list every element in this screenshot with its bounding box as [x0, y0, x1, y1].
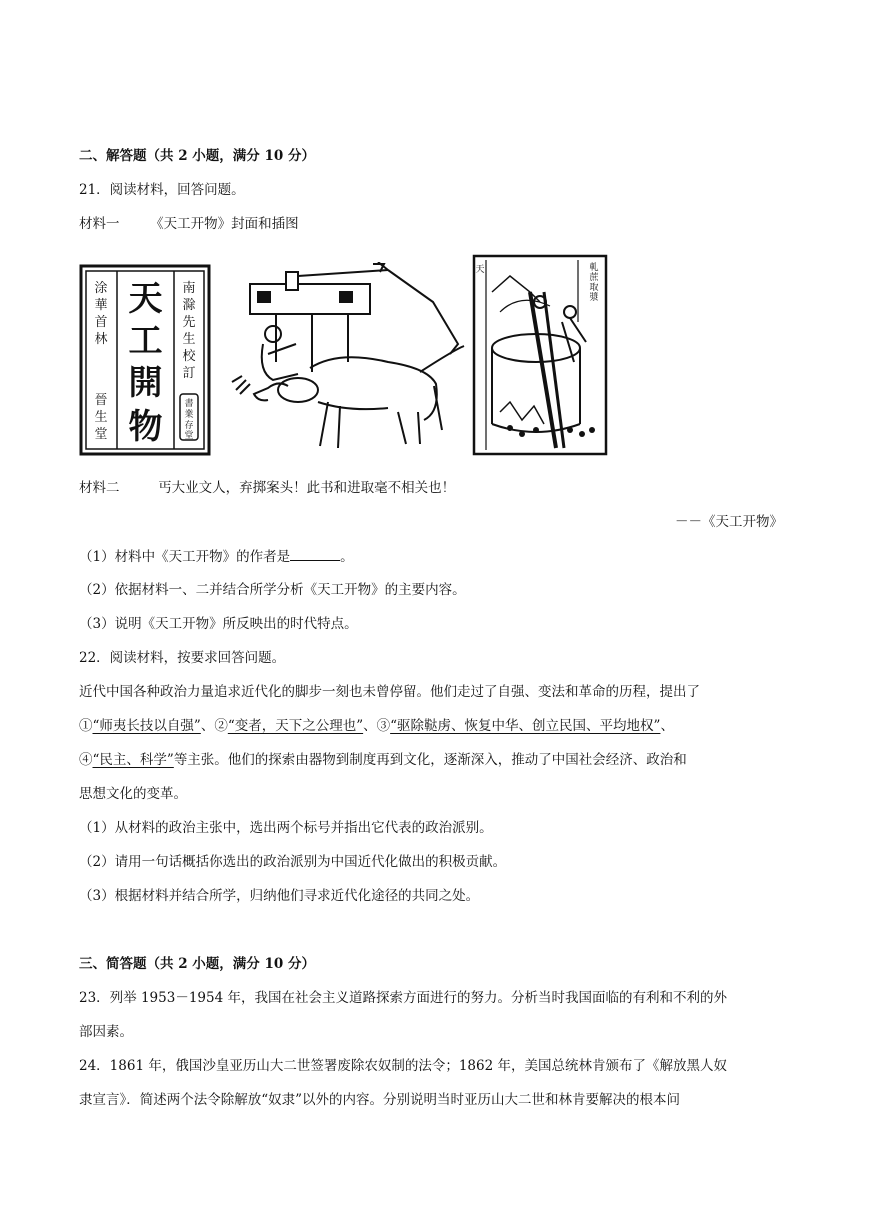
q21-sub1-text: （1）材料中《天工开物》的作者是 — [79, 549, 291, 565]
svg-text:南: 南 — [182, 281, 196, 296]
svg-text:晉: 晉 — [94, 393, 108, 408]
svg-text:天: 天 — [475, 265, 485, 275]
svg-text:書: 書 — [184, 399, 194, 409]
proposal-3: “驱除鞑虏、恢复中华、创立民国、平均地权” — [390, 718, 661, 734]
svg-text:涂: 涂 — [94, 281, 108, 296]
proposal-3-number: ③ — [376, 718, 391, 734]
q22-sub2: （2）请用一句话概括你选出的政治派别为中国近代化做出的积极贡献。 — [79, 854, 507, 870]
q23-line-1: 23．列举 1953－1954 年，我国在社会主义道路探索方面进行的努力。分析当时我国面临的有利和不利的外 — [79, 990, 727, 1006]
q22-para-line-3-rest: 等主张。他们的探索由器物到制度再到文化，逐渐深入，推动了中国社会经济、政治和 — [173, 752, 687, 768]
svg-text:開: 開 — [128, 363, 163, 403]
proposal-1: “师夷长技以自强” — [92, 718, 201, 734]
svg-text:存: 存 — [184, 421, 194, 431]
svg-text:先: 先 — [182, 315, 196, 330]
svg-text:天: 天 — [128, 279, 163, 319]
svg-text:物: 物 — [128, 407, 163, 447]
sugar-press-illustration — [470, 252, 610, 458]
svg-text:業: 業 — [184, 410, 194, 420]
svg-text:堂: 堂 — [184, 431, 194, 441]
q21-sub2: （2）依据材料一、二并结合所学分析《天工开物》的主要内容。 — [79, 582, 466, 598]
q22-sub1: （1）从材料的政治主张中，选出两个标号并指出它代表的政治派别。 — [79, 820, 493, 836]
tiangong-kaiwu-cover-image — [79, 264, 211, 456]
material1-title: 《天工开物》封面和插图 — [150, 216, 299, 232]
q21-stem: 21．阅读材料，回答问题。 — [79, 182, 245, 198]
q21-material1-caption — [79, 214, 299, 234]
q22-para-line-3 — [79, 750, 687, 770]
section-3-heading: 三、简答题（共 2 小题，满分 10 分） — [79, 956, 315, 972]
svg-text:蔗: 蔗 — [589, 273, 599, 283]
q22-para-line-4: 思想文化的变革。 — [79, 786, 187, 802]
q22-sub3: （3）根据材料并结合所学，归纳他们寻求近代化途径的共同之处。 — [79, 888, 480, 904]
material2-source: －－《天工开物》 — [675, 514, 783, 530]
svg-text:校: 校 — [182, 349, 196, 364]
separator: 、 — [363, 718, 377, 734]
q23-line-2: 部因素。 — [79, 1024, 133, 1040]
svg-text:漿: 漿 — [589, 293, 599, 303]
proposal-4-number: ④ — [79, 752, 93, 768]
q22-para-line-2 — [79, 716, 674, 736]
q22-para-line-1: 近代中国各种政治力量追求近代化的脚步一刻也未曾停留。他们走过了自强、变法和革命的历程，提出了 — [79, 684, 700, 700]
q21-sub1-end: 。 — [340, 549, 354, 565]
section-2-heading: 二、解答题（共 2 小题，满分 10 分） — [79, 148, 315, 164]
ox-mill-illustration — [228, 262, 466, 458]
proposal-1-number: ① — [79, 718, 93, 734]
q24-line-2: 隶宣言》．简述两个法令除解放“奴隶”以外的内容。分别说明当时亚历山大二世和林肯要解决的根本问 — [79, 1092, 681, 1108]
svg-text:工: 工 — [128, 321, 163, 361]
svg-text:生: 生 — [94, 410, 108, 425]
proposal-2: “变者，天下之公理也” — [227, 718, 364, 734]
svg-text:華: 華 — [94, 298, 108, 313]
separator: 、 — [660, 718, 674, 734]
material1-label: 材料一 — [79, 216, 120, 232]
svg-text:滁: 滁 — [182, 298, 196, 313]
q24-line-1: 24．1861 年，俄国沙皇亚历山大二世签署废除农奴制的法令；1862 年，美国总统林肯颁布了《解放黑人奴 — [79, 1058, 727, 1074]
svg-text:取: 取 — [589, 283, 599, 293]
svg-text:訂: 訂 — [182, 366, 196, 381]
proposal-2-number: ② — [214, 718, 228, 734]
q21-material2 — [79, 478, 455, 498]
q21-sub3: （3）说明《天工开物》所反映出的时代特点。 — [79, 616, 358, 632]
material2-label: 材料二 — [79, 480, 120, 496]
svg-text:首: 首 — [94, 315, 108, 330]
svg-text:林: 林 — [94, 332, 108, 347]
q21-sub1 — [79, 546, 354, 567]
svg-text:軋: 軋 — [589, 263, 599, 273]
q22-stem: 22．阅读材料，按要求回答问题。 — [79, 650, 286, 666]
material2-text: 丐大业文人，弃掷案头！此书和进取毫不相关也！ — [158, 480, 456, 496]
svg-text:堂: 堂 — [94, 427, 108, 442]
separator: 、 — [200, 718, 215, 734]
answer-blank[interactable] — [290, 546, 340, 561]
proposal-4: “民主、科学” — [92, 752, 174, 768]
svg-text:生: 生 — [182, 332, 196, 347]
